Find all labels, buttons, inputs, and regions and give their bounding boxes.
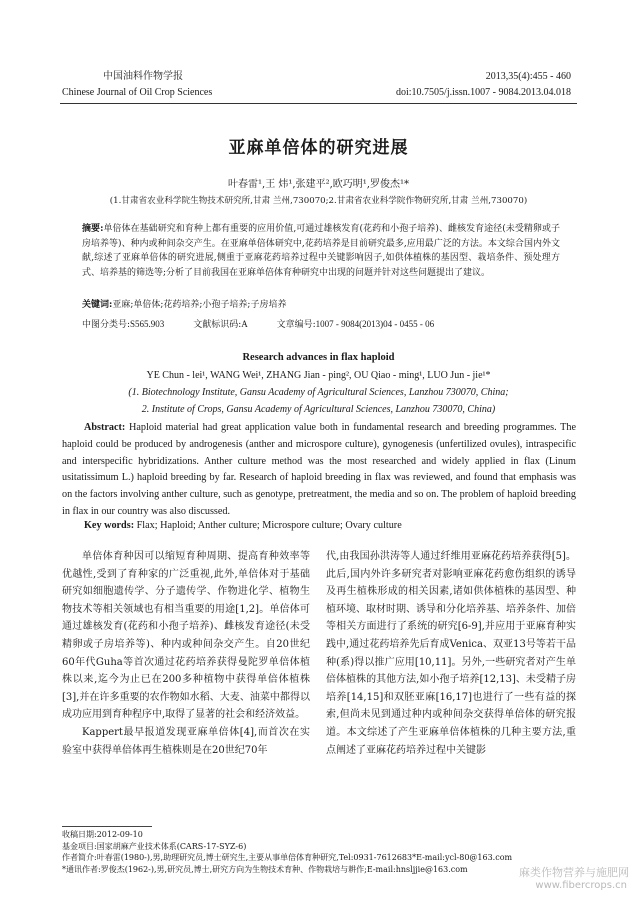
doi: doi:10.7505/j.issn.1007 - 9084.2013.04.018 — [395, 87, 571, 98]
footnote-author-intro: 作者简介:叶春雷(1980-),男,助理研究员,博士研究生,主要从事单倍体育种研究,Tel:0931-7612683*E-mail:ycl-80@163.com — [62, 853, 513, 862]
footnote-received: 收稿日期:2012-09-10 — [62, 830, 143, 839]
authors-en: YE Chun - lei¹, WANG Wei¹, ZHANG Jian - ping², OU Qiao - ming¹, LUO Jun - jie¹* — [146, 370, 491, 381]
header-rule — [60, 103, 577, 104]
body-left-paragraph-1: 单倍体育种因可以缩短育种周期、提高育种效率等优越性,受到了育种家的广泛重视,此外,单倍体对于基础研究如细胞遗传学、分子遗传学、作物进化学、植物生物技术等相关领域也有相当重要的用途[1,2]。单倍体可通过雄核发育(花药和小孢子培养)、雌核发育途径(未受精卵或子房培养等)、种内或种间杂交产生。自20世纪60年代Guha等首次通过花药培养获得曼陀罗单倍体植株以来,迄今为止已在200多种植物中获得单倍体植株[3],并在许多重要的农作物如水稻、大麦、油菜中都得以成功应用到育种程序中,取得了显著的社会和经济效益。 — [62, 551, 310, 721]
clc-code: S565.903 — [130, 319, 165, 329]
doc-code: A — [241, 319, 248, 329]
keywords-cn-text: 亚麻;单倍体;花药培养;小孢子培养;子房培养 — [112, 300, 287, 310]
footnote-fund: 基金项目:国家胡麻产业技术体系(CARS-17-SYZ-6) — [62, 841, 247, 851]
body-column-right — [326, 548, 576, 759]
body-left-paragraph-2: Kappert最早报道发现亚麻单倍体[4],而首次在实验室中获得单倍体再生植株则是在20世纪70年 — [62, 726, 310, 756]
affiliation-en-1: (1. Biotechnology Institute, Gansu Academy of Agricultural Sciences, Lanzhou 730070, China; — [128, 387, 509, 398]
body-right-paragraph-1: 代,由我国孙洪涛等人通过纤维用亚麻花药培养获得[5]。此后,国内外许多研究者对影响亚麻花药愈伤组织的诱导及再生植株形成的相关因素,诸如供体植株的基因型、种植环境、取材时期、诱导和分化培养基、培养条件、加倍等相关方面进行了系统的研究[6-9],并应用于亚麻育种实践中,通过花药培养先后育成Venica、双亚13号等若干品种(系)得以推广应用[10,11]。另外,一些研究者对产生单倍体植株的其他方法,如小孢子培养[12,13]、未受精子房培养[14,15]和双胚亚麻[16,17]也进行了一些有益的探索,但尚未见到通过种内或种间杂交获得单倍体的研究报道。本文综述了产生亚麻单倍体植株的几种主要方法,重点阐述了亚麻花药培养过程中关键影 — [326, 551, 576, 756]
footnote-corresponding: *通讯作者:罗俊杰(1962-),男,研究员,博士,研究方向为生物技术育种、作物栽培与耕作;E-mail:hnsljjie@163.com — [62, 864, 468, 874]
english-title: Research advances in flax haploid — [242, 352, 395, 363]
abstract-cn — [82, 222, 560, 280]
keywords-cn-label: 关键词: — [82, 300, 113, 310]
journal-name-en: Chinese Journal of Oil Crop Sciences — [62, 87, 213, 98]
watermark-cn: 麻类作物营养与施肥网 — [519, 866, 629, 879]
article-no-label: 文章编号: — [276, 320, 316, 330]
volume-pages: 2013,35(4):455 - 460 — [485, 71, 571, 82]
footnote-rule — [62, 826, 152, 827]
body-column-left — [62, 548, 310, 759]
keywords-en — [84, 520, 574, 531]
abstract-en — [62, 420, 576, 521]
journal-name-cn: 中国油料作物学报 — [103, 71, 183, 82]
keywords-cn — [82, 298, 560, 312]
abstract-en-label: Abstract: — [84, 422, 126, 433]
article-no: 1007 - 9084(2013)04 - 0455 - 06 — [315, 319, 435, 329]
watermark-url: www.fibercrops.cn — [535, 880, 627, 891]
affiliation-en-2: 2. Institute of Crops, Gansu Academy of Agricultural Sciences, Lanzhou 730070, China) — [141, 404, 496, 415]
doc-code-label: 文献标识码: — [193, 320, 242, 330]
keywords-en-label: Key words: — [84, 520, 135, 531]
abstract-cn-text: 单倍体在基础研究和育种上都有重要的应用价值,可通过雄核发育(花药和小孢子培养)、雌核发育途径(未受精卵或子房培养等)、种内或种间杂交产生。在亚麻单倍体研究中,花药培养是目前研究最多,应用最广泛的方法。本文综合国内外文献,综述了亚麻单倍体的研究进展,侧重于亚麻花药培养过程中关键影响因子,如供体植株的基因型、栽培条件、预处理方式、培养基的筛选等;分析了目前我国在亚麻单倍体育种研究中出现的问题并针对这些问题提出了建议。 — [82, 224, 560, 278]
authors-cn: 叶春雷¹,王 炜¹,张建平²,欧巧明¹,罗俊杰¹* — [228, 179, 409, 190]
keywords-en-text: Flax; Haploid; Anther culture; Microspore culture; Ovary culture — [136, 520, 402, 531]
abstract-en-text: Haploid material had great application value both in fundamental research and breeding programmes. The haploid could be produced by androgenesis (anther and microspore culture), gynogenesis (unfertilized ovules), intraspecific and interspecific hybridizations. Anther culture method was the most researched and widely applied in flax (Linum usitatissimum L.) haploid breeding by far. Research of haploid breeding in flax was reviewed, and found that emphasis was on the factors involving anther culture, such as genotype, pretreatment, the media and so on. The problem of haploid breeding in flax in our country was also discussed. — [62, 422, 576, 517]
affiliation-cn: (1.甘肃省农业科学院生物技术研究所,甘肃 兰州,730070;2.甘肃省农业科学院作物研究所,甘肃 兰州,730070) — [109, 196, 528, 206]
clc-label: 中图分类号: — [82, 320, 131, 330]
classification-cn — [82, 317, 560, 332]
abstract-cn-label: 摘要: — [82, 224, 104, 234]
page-title: 亚麻单倍体的研究进展 — [228, 138, 409, 158]
footnotes — [62, 829, 582, 875]
